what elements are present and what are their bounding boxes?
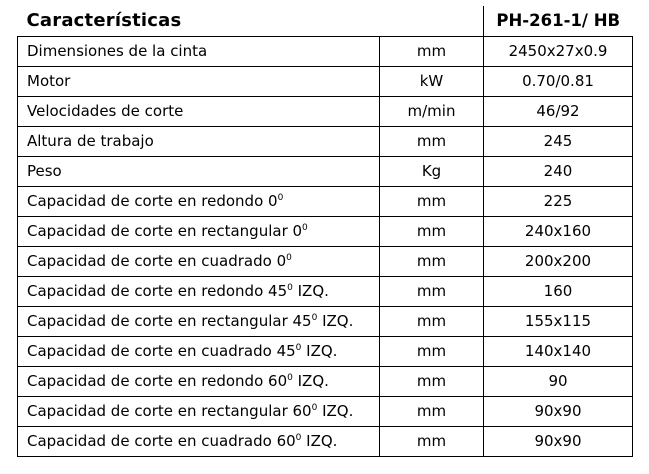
degree-superscript: 0 <box>295 343 302 353</box>
row-name-text: Capacidad de corte en rectangular 60 <box>27 402 312 420</box>
row-name: Dimensiones de la cinta <box>18 37 380 67</box>
table-row <box>18 307 633 337</box>
table-row <box>18 97 633 127</box>
table-row <box>18 127 633 157</box>
table-row <box>18 397 633 427</box>
row-name-suffix: IZQ. <box>292 372 329 390</box>
row-name-text: Capacidad de corte en cuadrado 45 <box>27 342 296 360</box>
row-name <box>18 277 380 307</box>
row-name <box>18 397 380 427</box>
table-row <box>18 217 633 247</box>
row-name-text: Capacidad de corte en redondo 0 <box>27 192 278 210</box>
row-name: Motor <box>18 67 380 97</box>
row-value: 240x160 <box>484 217 633 247</box>
degree-superscript: 0 <box>287 283 293 293</box>
degree-superscript: 0 <box>277 193 284 203</box>
row-unit: m/min <box>380 97 484 127</box>
table-row <box>18 157 633 187</box>
row-name <box>18 187 380 217</box>
row-value: 140x140 <box>484 337 633 367</box>
table-row <box>18 337 633 367</box>
row-name-suffix: IZQ. <box>317 402 354 420</box>
row-value: 2450x27x0.9 <box>484 37 633 67</box>
row-value: 245 <box>484 127 633 157</box>
degree-superscript: 0 <box>311 403 318 413</box>
row-value: 225 <box>484 187 633 217</box>
row-name <box>18 307 380 337</box>
table-row <box>18 247 633 277</box>
row-unit: mm <box>380 37 484 67</box>
row-name <box>18 367 380 397</box>
table-header-row <box>18 6 633 37</box>
table-row <box>18 367 633 397</box>
row-unit: Kg <box>380 157 484 187</box>
table-row <box>18 37 633 67</box>
row-value: 155x115 <box>484 307 633 337</box>
row-unit: mm <box>380 187 484 217</box>
row-unit: mm <box>380 247 484 277</box>
row-name: Altura de trabajo <box>18 127 380 157</box>
table-row <box>18 277 633 307</box>
table-row <box>18 427 633 457</box>
row-name: Velocidades de corte <box>18 97 380 127</box>
row-name <box>18 427 380 457</box>
row-unit: mm <box>380 277 484 307</box>
degree-superscript: 0 <box>311 313 318 323</box>
degree-superscript: 0 <box>295 433 302 443</box>
row-value: 160 <box>484 277 633 307</box>
row-unit: mm <box>380 337 484 367</box>
specifications-table <box>17 6 633 457</box>
row-name-suffix: IZQ. <box>301 342 338 360</box>
table-row <box>18 67 633 97</box>
row-name-text: Capacidad de corte en cuadrado 0 <box>27 252 287 270</box>
row-name <box>18 337 380 367</box>
degree-superscript: 0 <box>286 253 292 263</box>
row-value: 240 <box>484 157 633 187</box>
row-value: 90x90 <box>484 427 633 457</box>
row-name: Peso <box>18 157 380 187</box>
row-value: 46/92 <box>484 97 633 127</box>
degree-superscript: 0 <box>302 223 308 233</box>
row-name-text: Capacidad de corte en redondo 45 <box>27 282 288 300</box>
row-name-suffix: IZQ. <box>301 432 338 450</box>
row-unit: mm <box>380 127 484 157</box>
row-unit: mm <box>380 307 484 337</box>
row-name-suffix: IZQ. <box>292 282 329 300</box>
row-unit: kW <box>380 67 484 97</box>
row-unit: mm <box>380 217 484 247</box>
row-unit: mm <box>380 367 484 397</box>
row-name-text: Capacidad de corte en rectangular 45 <box>27 312 312 330</box>
row-value: 90 <box>484 367 633 397</box>
row-name-text: Capacidad de corte en redondo 60 <box>27 372 288 390</box>
row-name-text: Capacidad de corte en cuadrado 60 <box>27 432 296 450</box>
row-unit: mm <box>380 397 484 427</box>
row-name <box>18 217 380 247</box>
row-value: 0.70/0.81 <box>484 67 633 97</box>
row-value: 90x90 <box>484 397 633 427</box>
row-unit: mm <box>380 427 484 457</box>
model-header: PH-261-1/ HB <box>484 6 633 37</box>
degree-superscript: 0 <box>287 373 293 383</box>
row-value: 200x200 <box>484 247 633 277</box>
row-name <box>18 247 380 277</box>
row-name-suffix: IZQ. <box>317 312 354 330</box>
table-title: Características <box>18 6 484 37</box>
row-name-text: Capacidad de corte en rectangular 0 <box>27 222 303 240</box>
table-row <box>18 187 633 217</box>
